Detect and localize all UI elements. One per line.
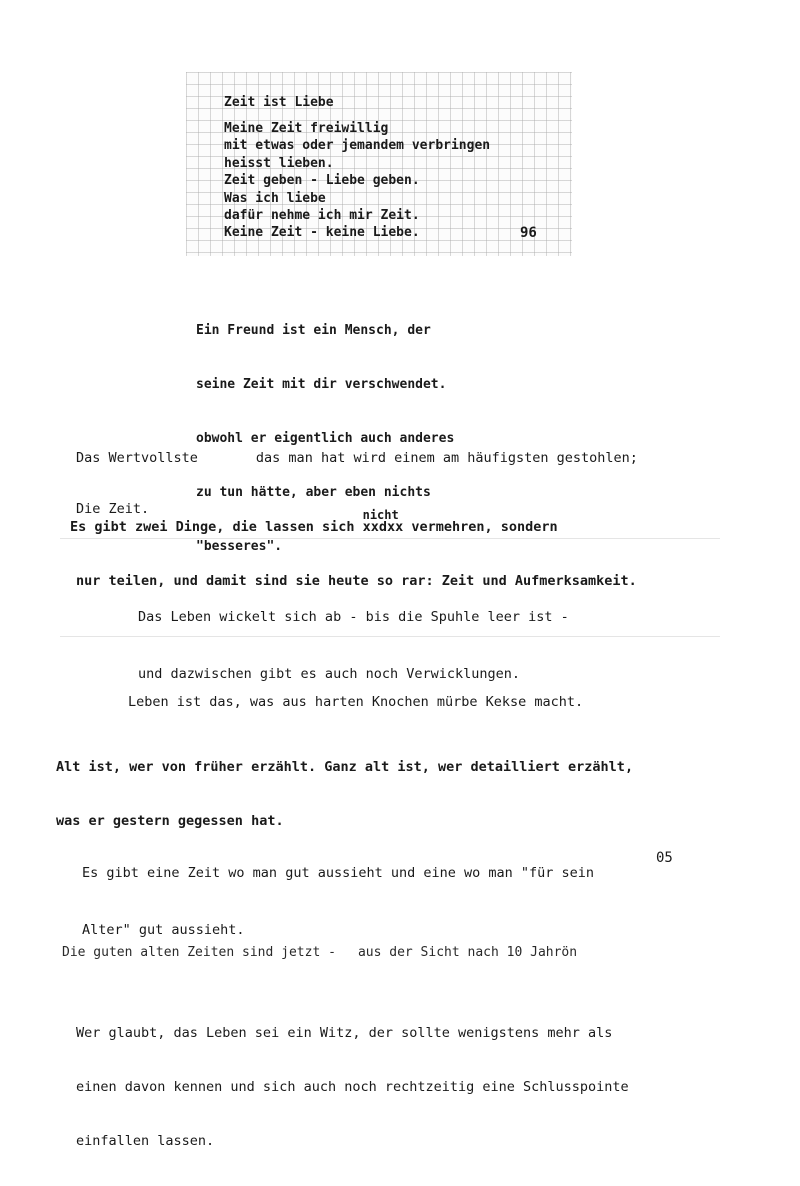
struck-word	[362, 508, 404, 536]
poem-line: Was ich liebe	[224, 190, 326, 206]
quote-line: Es gibt eine Zeit wo man gut aussieht und eine wo man "für sein	[82, 865, 595, 881]
quote-line: was er gestern gegessen hat.	[56, 813, 284, 829]
quote-part: das man hat wird einem am häufigsten gestohlen;	[255, 450, 638, 466]
quote-zeiten	[62, 910, 577, 995]
quote-part: Die guten alten Zeiten sind jetzt -	[62, 945, 336, 960]
quote-line: Das Leben wickelt sich ab - bis die Spuhle leer ist -	[138, 609, 569, 625]
quote-line: Alt ist, wer von früher erzählt. Ganz alt ist, wer detailliert erzählt,	[56, 759, 634, 775]
page-number: 05	[656, 850, 673, 866]
quote-line: Alter" gut aussieht.	[82, 922, 245, 938]
correction-word: nicht	[362, 508, 399, 522]
quote-line: einfallen lassen.	[76, 1133, 215, 1149]
poem-number: 96	[520, 225, 537, 241]
quote-line: seine Zeit mit dir verschwendet.	[196, 377, 447, 392]
poem-line: Zeit geben - Liebe geben.	[224, 173, 420, 189]
quote-line: Die Zeit.	[76, 501, 150, 517]
poem-line: heisst lieben.	[224, 155, 334, 171]
quote-part: Es gibt zwei Dinge, die lassen sich	[70, 519, 363, 535]
quote-line: zu tun hätte, aber eben nichts	[196, 485, 431, 500]
quote-line: obwohl er eigentlich auch anderes	[196, 431, 455, 446]
poem-line: Meine Zeit freiwillig	[224, 121, 389, 136]
quote-part: aus der Sicht nach 10 Jahrön	[357, 945, 578, 960]
poem-title: Zeit ist Liebe	[224, 95, 334, 110]
poem-line: Keine Zeit - keine Liebe.	[224, 225, 420, 241]
quote-line: Ein Freund ist ein Mensch, der	[196, 323, 431, 338]
quote-line: einen davon kennen und sich auch noch rechtzeitig eine Schlusspointe	[76, 1079, 629, 1095]
poem-line: mit etwas oder jemandem verbringen	[224, 138, 491, 154]
poem-line: dafür nehme ich mir Zeit.	[224, 208, 420, 224]
quote-line: Leben ist das, was aus harten Knochen mürbe Kekse macht.	[128, 694, 584, 710]
quote-line: nur teilen, und damit sind sie heute so rar: Zeit und Aufmerksamkeit.	[76, 573, 637, 589]
quote-witz	[76, 988, 629, 1186]
quote-line: Wer glaubt, das Leben sei ein Witz, der sollte wenigstens mehr als	[76, 1025, 613, 1041]
struck-text: xxdxx	[362, 519, 404, 535]
poem-zeit-ist-liebe	[224, 94, 564, 242]
quote-line: und dazwischen gibt es auch noch Verwicklungen.	[138, 666, 521, 682]
scan-line	[60, 636, 720, 637]
quote-line: "besseres".	[196, 539, 283, 554]
scan-line	[60, 538, 720, 539]
quote-part: Das Wertvollste	[76, 450, 198, 466]
quote-part: vermehren, sondern	[403, 519, 558, 535]
